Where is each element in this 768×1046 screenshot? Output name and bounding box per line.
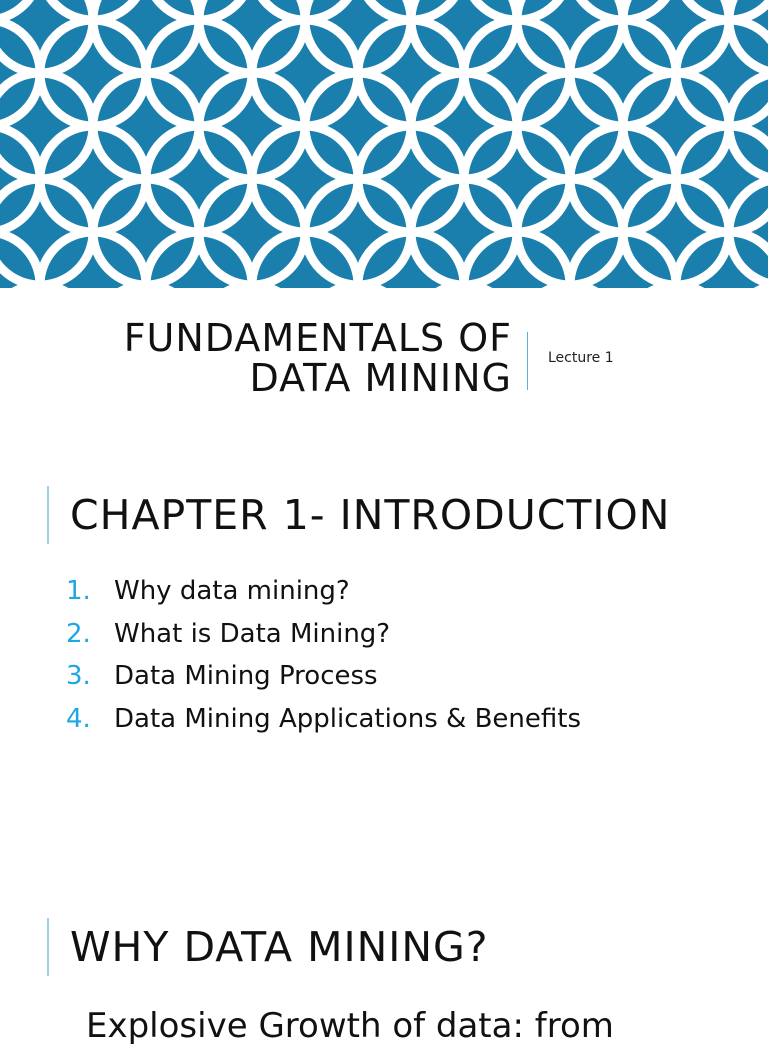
why-heading: WHY DATA MINING? bbox=[70, 923, 489, 971]
list-item bbox=[66, 619, 581, 662]
title-line-1: FUNDAMENTALS OF bbox=[123, 316, 512, 360]
list-item-text: Data Mining Applications & Benefits bbox=[114, 703, 581, 734]
patterned-banner bbox=[0, 0, 768, 288]
list-item-text: What is Data Mining? bbox=[114, 618, 391, 649]
list-item-number: 3. bbox=[66, 661, 91, 691]
chapter-topic-list bbox=[66, 576, 581, 746]
chapter-accent-bar bbox=[47, 486, 49, 544]
list-item-number: 2. bbox=[66, 618, 91, 649]
list-item bbox=[66, 704, 581, 747]
list-item-number: 1. bbox=[66, 576, 91, 606]
list-item-text: Data Mining Process bbox=[114, 661, 378, 691]
why-first-line: Explosive Growth of data: from bbox=[86, 1006, 614, 1046]
title-slide-heading bbox=[0, 318, 512, 398]
chapter-heading: CHAPTER 1- INTRODUCTION bbox=[70, 491, 671, 539]
title-line-2: DATA MINING bbox=[249, 356, 512, 400]
lecture-subtitle: Lecture 1 bbox=[548, 350, 614, 366]
list-item-text: Why data mining? bbox=[114, 576, 350, 606]
list-item bbox=[66, 661, 581, 704]
circle-pattern-graphic bbox=[0, 0, 768, 288]
list-item-number: 4. bbox=[66, 703, 91, 734]
title-divider bbox=[527, 332, 528, 390]
why-accent-bar bbox=[47, 918, 49, 976]
list-item bbox=[66, 576, 581, 619]
